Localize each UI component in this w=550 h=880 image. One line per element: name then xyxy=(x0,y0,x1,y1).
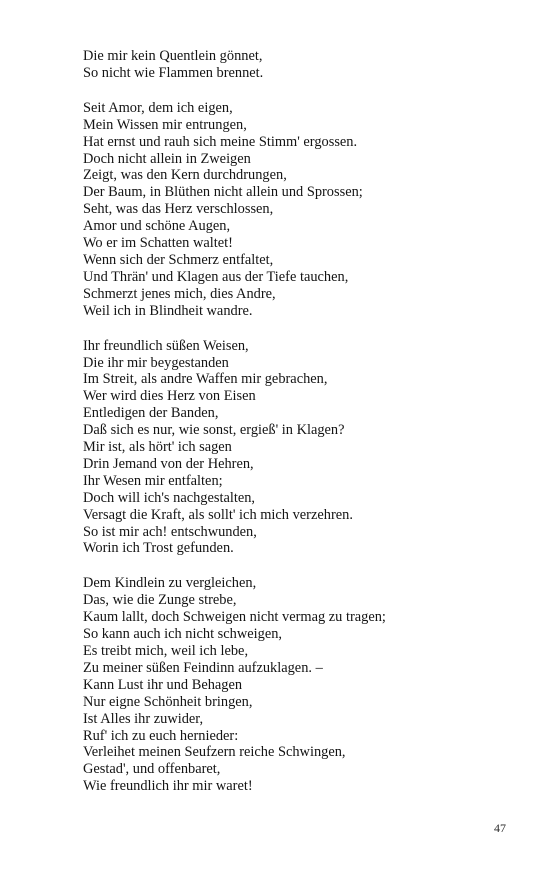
verse-line: Dem Kindlein zu vergleichen, xyxy=(83,575,257,592)
page-number: 47 xyxy=(494,821,506,835)
verse-line: Ist Alles ihr zuwider, xyxy=(83,710,204,727)
verse-line: Die mir kein Quentlein gönnet, xyxy=(83,48,263,64)
verse-line: Gestad', und offenbaret, xyxy=(83,761,221,778)
verse-line: Kaum lallt, doch Schweigen nicht vermag zu tragen; xyxy=(83,609,386,626)
stanza xyxy=(83,575,523,795)
verse-line: Zu meiner süßen Feindinn aufzuklagen. – xyxy=(83,659,323,676)
verse-line: Seit Amor, dem ich eigen, xyxy=(83,99,233,116)
verse-line: Es treibt mich, weil ich lebe, xyxy=(83,643,249,659)
verse-line: Weil ich in Blindheit wandre. xyxy=(83,302,253,319)
stanza xyxy=(83,338,523,558)
verse-line: Ihr Wesen mir entfalten; xyxy=(83,472,223,489)
verse-line: Wo er im Schatten waltet! xyxy=(83,235,233,252)
verse-line: Amor und schöne Augen, xyxy=(83,218,231,235)
verse-line: Ruf' ich zu euch hernieder: xyxy=(83,727,239,744)
verse-line: Doch nicht allein in Zweigen xyxy=(83,150,251,167)
verse-line: Der Baum, in Blüthen nicht allein und Sprossen; xyxy=(83,184,363,201)
verse-line: Kann Lust ihr und Behagen xyxy=(83,676,243,693)
verse-line: Das, wie die Zunge strebe, xyxy=(83,592,237,609)
verse-line: Daß sich es nur, wie sonst, ergieß' in Klagen? xyxy=(83,422,345,439)
verse-line: Wie freundlich ihr mir waret! xyxy=(83,778,253,795)
verse-line: Nur eigne Schönheit bringen, xyxy=(83,693,253,710)
verse-line: Seht, was das Herz verschlossen, xyxy=(83,201,274,218)
verse-line: Wenn sich der Schmerz entfaltet, xyxy=(83,251,274,268)
verse-line: Doch will ich's nachgestalten, xyxy=(83,489,256,506)
verse-line: So kann auch ich nicht schweigen, xyxy=(83,626,283,643)
verse-line: So ist mir ach! entschwunden, xyxy=(83,523,257,540)
verse-line: Versagt die Kraft, als sollt' ich mich verzehren. xyxy=(83,506,353,523)
verse-line: Ihr freundlich süßen Weisen, xyxy=(83,337,249,354)
stanza xyxy=(83,48,523,82)
verse-line: Die ihr mir beygestanden xyxy=(83,354,229,371)
verse-line: Wer wird dies Herz von Eisen xyxy=(83,388,256,405)
poem-body xyxy=(83,48,523,813)
verse-line: Mein Wissen mir entrungen, xyxy=(83,116,247,133)
stanza xyxy=(83,100,523,320)
verse-line: Drin Jemand von der Hehren, xyxy=(83,455,254,472)
verse-line: Zeigt, was den Kern durchdrungen, xyxy=(83,167,287,184)
verse-line: Im Streit, als andre Waffen mir gebrachen, xyxy=(83,371,328,388)
verse-line: Worin ich Trost gefunden. xyxy=(83,540,234,557)
verse-line: Mir ist, als hört' ich sagen xyxy=(83,439,232,456)
verse-line: Entledigen der Banden, xyxy=(83,405,219,422)
verse-line: So nicht wie Flammen brennet. xyxy=(83,64,264,81)
verse-line: Und Thrän' und Klagen aus der Tiefe tauchen, xyxy=(83,268,349,285)
verse-line: Schmerzt jenes mich, dies Andre, xyxy=(83,285,276,302)
verse-line: Hat ernst und rauh sich meine Stimm' ergossen. xyxy=(83,133,358,150)
verse-line: Verleihet meinen Seufzern reiche Schwingen, xyxy=(83,744,346,761)
